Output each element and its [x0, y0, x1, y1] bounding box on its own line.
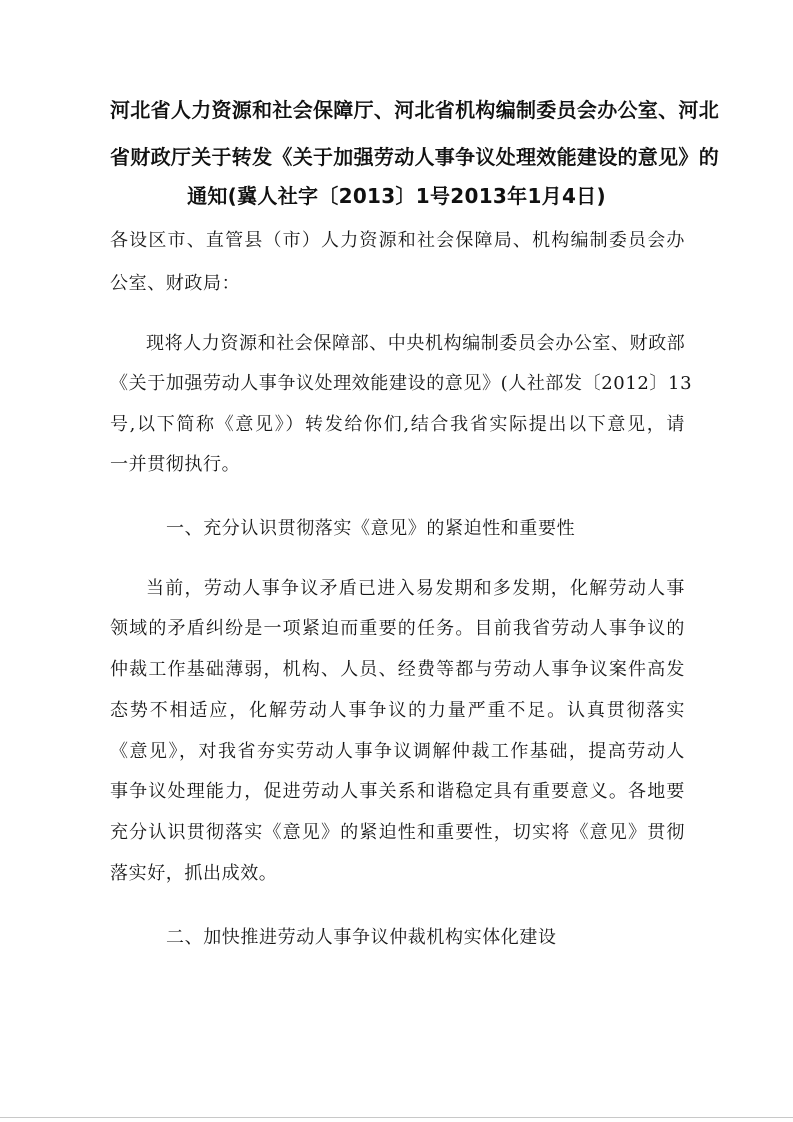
section-1-line-3: 仲裁工作基础薄弱，机构、人员、经费等都与劳动人事争议案件高发 [110, 659, 685, 680]
document-title-line-2: 省财政厅关于转发《关于加强劳动人事争议处理效能建设的意见》的 [110, 145, 719, 169]
section-1-line-4: 态势不相适应，化解劳动人事争议的力量严重不足。认真贯彻落实 [110, 700, 685, 721]
salutation-line-2: 公室、财政局： [110, 273, 241, 294]
page-bottom-divider [0, 1117, 793, 1118]
section-2-heading: 二、加快推进劳动人事争议仲裁机构实体化建设 [166, 927, 557, 948]
intro-line-3: 号,以下简称《意见》）转发给你们,结合我省实际提出以下意见，请 [110, 414, 685, 435]
salutation-line-1: 各设区市、直管县（市）人力资源和社会保障局、机构编制委员会办 [110, 230, 685, 251]
section-1-line-7: 充分认识贯彻落实《意见》的紧迫性和重要性，切实将《意见》贯彻 [110, 822, 685, 843]
intro-line-1: 现将人力资源和社会保障部、中央机构编制委员会办公室、财政部 [146, 333, 686, 354]
section-1-heading: 一、充分认识贯彻落实《意见》的紧迫性和重要性 [166, 518, 576, 539]
section-1-line-1: 当前，劳动人事争议矛盾已进入易发期和多发期，化解劳动人事 [146, 578, 685, 599]
intro-line-2: 《关于加强劳动人事争议处理效能建设的意见》(人社部发〔2012〕13 [110, 373, 693, 394]
section-1-line-6: 事争议处理能力，促进劳动人事关系和谐稳定具有重要意义。各地要 [110, 781, 685, 802]
section-1-line-5: 《意见》，对我省夯实劳动人事争议调解仲裁工作基础，提高劳动人 [110, 741, 685, 762]
document-title-line-3: 通知(冀人社字〔2013〕1号2013年1月4日) [187, 184, 606, 208]
intro-line-4: 一并贯彻执行。 [110, 454, 241, 475]
section-1-line-8: 落实好，抓出成效。 [110, 863, 278, 884]
section-1-line-2: 领域的矛盾纠纷是一项紧迫而重要的任务。目前我省劳动人事争议的 [110, 618, 685, 639]
document-title-line-1: 河北省人力资源和社会保障厅、河北省机构编制委员会办公室、河北 [110, 98, 719, 122]
